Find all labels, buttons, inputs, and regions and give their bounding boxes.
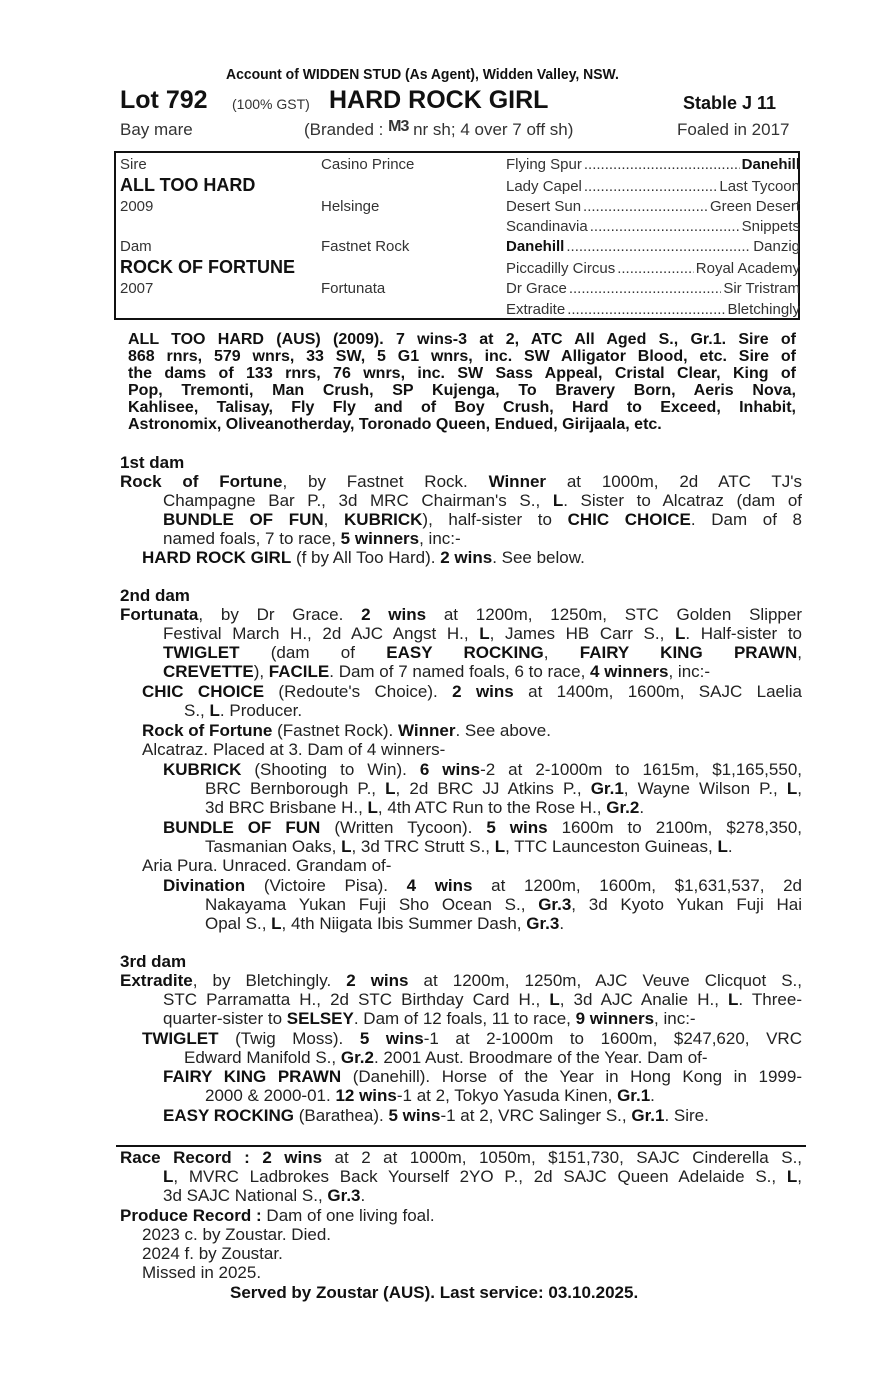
text-bold: CHIC CHOICE — [567, 510, 691, 529]
text: at 1200m, 1600m, $1,631,537, 2d — [472, 876, 802, 895]
pedigree-line — [142, 740, 445, 760]
text: Edward Manifold S., — [184, 1048, 341, 1067]
sire-summary-line: 868 rnrs, 579 wnrs, 33 SW, 5 G1 wnrs, inc. SW Alligator Blood, etc. Sire of — [128, 348, 796, 365]
text-bold: EASY ROCKING — [386, 643, 544, 662]
ancestor-left: Dr Grace — [506, 280, 567, 297]
text: , — [797, 643, 802, 662]
pedigree-line — [163, 990, 802, 1010]
text: . — [559, 914, 565, 933]
pedigree-ancestor-row — [506, 178, 800, 195]
brand-prefix: (Branded : — [304, 120, 384, 139]
text-bold: Gr.1 — [590, 779, 624, 798]
text: Festival March H., 2d AJC Angst H., — [163, 624, 480, 643]
text: (Fastnet Rock). — [272, 721, 398, 740]
text-bold: Gr.2 — [340, 1048, 374, 1067]
ancestor-left: Piccadilly Circus — [506, 260, 616, 277]
text-bold: L — [549, 990, 560, 1009]
sire-sire: Casino Prince — [321, 156, 415, 173]
text: named foals, 7 to race, — [163, 529, 336, 548]
text-bold: Gr.3 — [327, 1186, 361, 1205]
text-bold: L — [786, 779, 798, 798]
text-bold: 4 wins — [406, 876, 473, 895]
text-bold: L — [367, 798, 378, 817]
text: . Dam of 8 — [690, 510, 803, 529]
text: , TTC Launceston Guineas, — [505, 837, 718, 856]
text: (f by All Too Hard). — [295, 548, 436, 567]
text: -1 at 2, VRC Salinger S., — [440, 1106, 632, 1125]
text: (Victoire Pisa). — [245, 876, 407, 895]
dam-sire: Fastnet Rock — [321, 238, 410, 255]
dot-leader — [569, 280, 721, 297]
text: -2 at 2-1000m to 1615m, $1,165,550, — [480, 760, 802, 779]
dot-leader — [590, 218, 740, 235]
dot-leader — [617, 260, 694, 277]
horse-sex-colour: Bay mare — [120, 120, 193, 139]
pedigree-line — [163, 818, 802, 838]
ancestor-right: Snippets — [741, 218, 800, 235]
text: , by Dr Grace. — [198, 605, 362, 624]
text: , — [797, 779, 802, 798]
text-bold: BUNDLE OF FUN — [163, 818, 321, 837]
pedigree-ancestor-row — [506, 156, 800, 173]
text-bold: 2 wins — [440, 548, 493, 567]
text-bold: L — [209, 701, 220, 720]
text-bold: 4 winners — [590, 662, 669, 681]
text: -1 at 2, Tokyo Yasuda Kinen, — [396, 1086, 618, 1105]
text: . — [360, 1186, 366, 1205]
text: , inc:- — [668, 662, 711, 681]
pedigree-line — [142, 682, 802, 702]
pedigree-line — [163, 1067, 802, 1087]
text-bold: L — [271, 914, 282, 933]
text: , inc:- — [419, 529, 461, 548]
text: , 2d BRC JJ Atkins P., — [395, 779, 591, 798]
pedigree-line — [163, 643, 802, 663]
text: 3d BRC Brisbane H., — [205, 798, 368, 817]
text: . Half-sister to — [685, 624, 803, 643]
text-bold: Gr.3 — [526, 914, 560, 933]
race-record-line — [163, 1167, 802, 1187]
ancestor-left: Extradite — [506, 301, 566, 318]
text: (Shooting to Win). — [241, 760, 420, 779]
pedigree-line — [205, 895, 802, 915]
text: . — [727, 837, 733, 856]
text-bold: Gr.3 — [538, 895, 572, 914]
pedigree-line — [163, 876, 802, 896]
text: , by Bletchingly. — [192, 971, 347, 990]
text: quarter-sister to — [163, 1009, 287, 1028]
sire-label: Sire — [120, 156, 147, 173]
text: , by Fastnet Rock. — [282, 472, 468, 491]
gst-note: (100% GST) — [232, 96, 310, 112]
foaled-year: Foaled in 2017 — [677, 120, 790, 139]
text: 2024 f. by Zoustar. — [142, 1244, 283, 1263]
ancestor-right: Bletchingly — [727, 301, 800, 318]
text-bold: 5 wins — [486, 818, 548, 837]
text: , — [323, 510, 329, 529]
dam-name: ROCK OF FORTUNE — [120, 257, 295, 277]
text-bold: CREVETTE — [163, 662, 254, 681]
text-bold: L — [479, 624, 490, 643]
text-bold: Divination — [163, 876, 246, 895]
pedigree-ancestor-row — [506, 280, 800, 297]
text: , inc:- — [654, 1009, 696, 1028]
ancestor-right: Green Desert — [709, 198, 800, 215]
dot-leader — [583, 198, 708, 215]
text-bold: 5 wins — [388, 1106, 441, 1125]
dam-year: 2007 — [120, 280, 154, 297]
text: , 3d Kyoto Yukan Fuji Hai — [571, 895, 802, 914]
text: (Written Tycoon). — [320, 818, 487, 837]
text-bold: CHIC CHOICE — [142, 682, 265, 701]
text-bold: 2 wins — [452, 682, 514, 701]
pedigree-line — [184, 701, 302, 721]
text-bold: 12 wins — [335, 1086, 397, 1105]
second-dam-heading: 2nd dam — [120, 586, 190, 605]
first-dam-line — [163, 529, 461, 549]
text-bold: EASY ROCKING — [163, 1106, 294, 1125]
ancestor-left: Lady Capel — [506, 178, 582, 195]
text-bold: L — [786, 1167, 798, 1186]
ancestor-right: Royal Academy — [695, 260, 800, 277]
dot-leader — [567, 301, 725, 318]
text: . — [639, 798, 645, 817]
pedigree-line — [142, 721, 551, 741]
text: (Twig Moss). — [218, 1029, 360, 1048]
first-dam-line — [142, 548, 585, 568]
pedigree-line — [142, 856, 391, 876]
text: at 2 at 1000m, 1050m, $151,730, SAJC Cinderella S., — [322, 1148, 803, 1167]
text: . — [650, 1086, 655, 1105]
race-record-line — [120, 1148, 802, 1168]
text: . See below. — [492, 548, 585, 567]
text: 2023 c. by Zoustar. Died. — [142, 1225, 331, 1244]
text-bold: Rock of Fortune — [142, 721, 273, 740]
produce-record-line — [142, 1225, 331, 1245]
text-bold: Gr.1 — [631, 1106, 665, 1125]
dam-name-bold: Rock of Fortune — [120, 472, 283, 491]
text: , 4th Niigata Ibis Summer Dash, — [281, 914, 527, 933]
text-bold: Extradite — [120, 971, 193, 990]
text-bold: SELSEY — [286, 1009, 354, 1028]
pedigree-line — [163, 1106, 709, 1126]
pedigree-line — [205, 798, 644, 818]
text: . Three- — [738, 990, 802, 1009]
text-bold: L — [385, 779, 396, 798]
text-bold: KUBRICK — [344, 510, 423, 529]
pedigree-line — [163, 760, 802, 780]
produce-record-line — [142, 1244, 283, 1264]
pedigree-line — [120, 605, 802, 625]
text: Aria Pura. Unraced. Grandam of- — [142, 856, 392, 875]
text: at 1200m, 1250m, STC Golden Slipper — [426, 605, 802, 624]
text: at 1400m, 1600m, SAJC Laelia — [513, 682, 802, 701]
text-bold: Winner — [488, 472, 547, 491]
text-bold: L — [717, 837, 728, 856]
text: , 3d TRC Strutt S., — [351, 837, 495, 856]
text: S., — [184, 701, 210, 720]
pedigree-ancestor-row — [506, 301, 800, 318]
text-bold: L — [494, 837, 506, 856]
text-bold: TWIGLET — [163, 643, 240, 662]
sire-summary-line: the dams of 133 rnrs, 76 wnrs, inc. SW Sass Appeal, Cristal Clear, King of — [128, 365, 796, 382]
sire-dam: Helsinge — [321, 198, 380, 215]
text-bold: 5 wins — [359, 1029, 424, 1048]
text-bold: L — [552, 491, 564, 510]
ancestor-left: Danehill — [506, 238, 565, 255]
text-bold: L — [163, 1167, 174, 1186]
text: , Wayne Wilson P., — [623, 779, 787, 798]
text: 2000 & 2000-01. — [205, 1086, 336, 1105]
sire-summary-line: Kahlisee, Talisay, Fly Fly and of Boy Crush, Hard to Exceed, Inhabit, — [128, 399, 796, 416]
text: -1 at 2-1000m to 1600m, $247,620, VRC — [423, 1029, 802, 1048]
text: STC Parramatta H., 2d STC Birthday Card H., — [163, 990, 550, 1009]
text: , 3d AJC Analie H., — [559, 990, 729, 1009]
ancestor-left: Flying Spur — [506, 156, 582, 173]
first-dam-line — [120, 472, 802, 492]
text: , — [797, 1167, 802, 1186]
text: (Barathea). — [294, 1106, 389, 1125]
text: . Sister to Alcatraz (dam of — [563, 491, 802, 510]
pedigree-ancestor-row — [506, 238, 800, 255]
text: Alcatraz. Placed at 3. Dam of 4 winners- — [142, 740, 446, 759]
text-bold: L — [728, 990, 739, 1009]
text: Nakayama Yukan Fuji Sho Ocean S., — [205, 895, 539, 914]
text: . See above. — [455, 721, 551, 740]
race-record-line — [163, 1186, 365, 1206]
brand-mark: M3 — [388, 118, 409, 135]
text: . 2001 Aust. Broodmare of the Year. Dam of- — [373, 1048, 708, 1067]
text-bold: HARD ROCK GIRL — [142, 548, 292, 567]
third-dam-heading: 3rd dam — [120, 952, 187, 971]
pedigree-line — [163, 662, 710, 682]
pedigree-line — [142, 1029, 802, 1049]
text-bold: Produce Record : — [120, 1206, 267, 1225]
text-bold: 2 wins — [361, 605, 427, 624]
first-dam-line — [163, 510, 802, 530]
dam-dam: Fortunata — [321, 280, 386, 297]
text: , — [543, 643, 580, 662]
text-bold: 9 winners — [575, 1009, 655, 1028]
text-bold: Gr.1 — [617, 1086, 651, 1105]
dam-label: Dam — [120, 238, 152, 255]
text: (Danehill). Horse of the Year in Hong Kong in 1999- — [341, 1067, 802, 1086]
text: ), half-sister to — [422, 510, 552, 529]
text-bold: FAIRY KING PRAWN — [579, 643, 798, 662]
sire-summary — [128, 331, 796, 433]
text-bold: Fortunata — [120, 605, 199, 624]
text: BRC Bernborough P., — [205, 779, 386, 798]
text: . Dam of 12 foals, 11 to race, — [353, 1009, 576, 1028]
text: Opal S., — [205, 914, 272, 933]
ancestor-left: Scandinavia — [506, 218, 588, 235]
text: . Producer. — [219, 701, 303, 720]
sire-summary-line: Pop, Tremonti, Man Crush, SP Kujenga, To Bravery Born, Aeris Nova, — [128, 382, 796, 399]
text-bold: BUNDLE OF FUN — [163, 510, 324, 529]
ancestor-right: Last Tycoon — [719, 178, 800, 195]
pedigree-line — [120, 971, 802, 991]
sire-year: 2009 — [120, 198, 154, 215]
text-bold: FACILE — [268, 662, 330, 681]
first-dam-heading: 1st dam — [120, 453, 185, 472]
text: Tasmanian Oaks, — [205, 837, 342, 856]
text: (dam of — [239, 643, 387, 662]
pedigree-line — [184, 1048, 708, 1068]
text: . Dam of 7 named foals, 6 to race, — [329, 662, 591, 681]
pedigree-ancestor-row — [506, 260, 800, 277]
first-dam-line — [163, 491, 802, 511]
horse-name: HARD ROCK GIRL — [329, 86, 549, 114]
text-bold: 2 wins — [346, 971, 409, 990]
text-bold: 2 wins — [262, 1148, 323, 1167]
lot-number: Lot 792 — [120, 86, 208, 114]
text: , MVRC Ladbrokes Back Yourself 2YO P., 2d SAJC Queen Adelaide S., — [173, 1167, 787, 1186]
dot-leader — [584, 156, 740, 173]
dot-leader — [584, 178, 717, 195]
text-bold: KUBRICK — [163, 760, 242, 779]
ancestor-right: Sir Tristram — [723, 280, 800, 297]
pedigree-line — [205, 837, 733, 857]
dot-leader — [566, 238, 751, 255]
text-bold: L — [341, 837, 352, 856]
pedigree-line — [205, 1086, 655, 1106]
sire-summary-line: Astronomix, Oliveanotherday, Toronado Queen, Endued, Girijaala, etc. — [128, 416, 662, 433]
text: Champagne Bar P., 3d MRC Chairman's S., — [163, 491, 541, 510]
text: at 1000m, 2d ATC TJ's — [566, 472, 802, 491]
text: Dam of one living foal. — [266, 1206, 435, 1225]
records-divider — [116, 1145, 806, 1147]
produce-record-line — [142, 1263, 261, 1283]
pedigree-ancestor-row — [506, 218, 800, 235]
text-bold: L — [674, 624, 686, 643]
vendor-account: Account of WIDDEN STUD (As Agent), Widden Valley, NSW. — [226, 66, 619, 83]
text-bold: Gr.2 — [606, 798, 640, 817]
text: , 4th ATC Run to the Rose H., — [377, 798, 607, 817]
ancestor-right: Danehill — [741, 156, 800, 173]
pedigree-line — [163, 624, 802, 644]
text-bold: TWIGLET — [142, 1029, 219, 1048]
text: 3d SAJC National S., — [163, 1186, 328, 1205]
text-bold: 5 winners — [340, 529, 420, 548]
pedigree-line — [205, 779, 802, 799]
text: at 1200m, 1250m, AJC Veuve Clicquot S., — [408, 971, 802, 990]
text: Missed in 2025. — [142, 1263, 262, 1282]
served-by: Served by Zoustar (AUS). Last service: 03.10.2025. — [230, 1283, 639, 1302]
text-bold: FAIRY KING PRAWN — [163, 1067, 342, 1086]
sire-name: ALL TOO HARD — [120, 175, 256, 195]
text: , James HB Carr S., — [489, 624, 675, 643]
text-bold: Winner — [397, 721, 456, 740]
ancestor-left: Desert Sun — [506, 198, 582, 215]
text-bold: 6 wins — [419, 760, 481, 779]
text: ), — [253, 662, 269, 681]
text: (Redoute's Choice). — [264, 682, 453, 701]
ancestor-right: Danzig — [753, 238, 800, 255]
text: . Sire. — [664, 1106, 709, 1125]
text: 1600m to 2100m, $278,350, — [547, 818, 803, 837]
pedigree-line — [163, 1009, 696, 1029]
pedigree-ancestor-row — [506, 198, 800, 215]
produce-record-line — [120, 1206, 435, 1226]
brand-description — [304, 120, 573, 140]
text-bold: Race Record : — [120, 1148, 263, 1167]
brand-suffix: nr sh; 4 over 7 off sh) — [413, 120, 574, 139]
sire-summary-line: ALL TOO HARD (AUS) (2009). 7 wins-3 at 2, ATC All Aged S., Gr.1. Sire of — [128, 331, 796, 348]
stable-number: Stable J 11 — [683, 93, 777, 113]
pedigree-line — [205, 914, 564, 934]
